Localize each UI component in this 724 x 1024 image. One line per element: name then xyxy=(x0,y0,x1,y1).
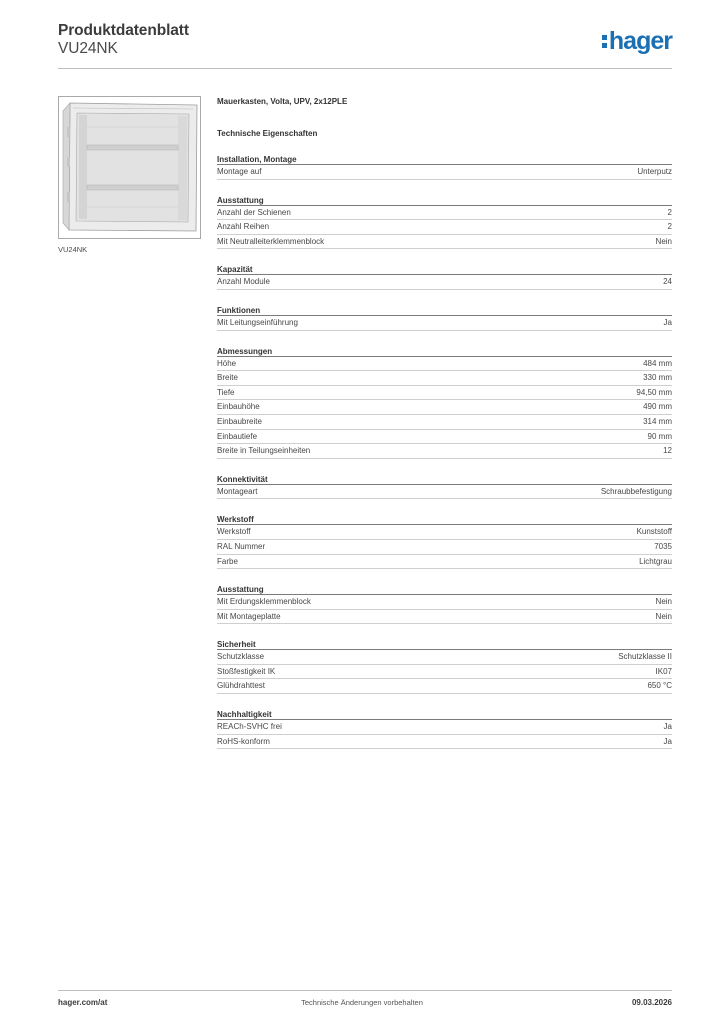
spec-row xyxy=(217,400,672,415)
spec-group xyxy=(217,264,672,290)
spec-value: 94,50 mm xyxy=(636,387,672,397)
spec-value: Kunststoff xyxy=(636,527,672,537)
spec-group-title: Installation, Montage xyxy=(217,154,672,165)
spec-label: Einbaubreite xyxy=(217,416,262,426)
spec-row xyxy=(217,735,672,750)
spec-value: IK07 xyxy=(655,666,672,676)
spec-row xyxy=(217,650,672,665)
spec-row xyxy=(217,610,672,625)
spec-groups xyxy=(217,154,672,749)
spec-label: Schutzklasse xyxy=(217,652,265,662)
spec-value: Nein xyxy=(655,236,672,246)
spec-label: Mit Neutralleiterklemmenblock xyxy=(217,236,325,246)
spec-value: 7035 xyxy=(654,541,672,551)
spec-row xyxy=(217,206,672,221)
spec-value: Lichtgrau xyxy=(639,556,672,566)
spec-row xyxy=(217,235,672,250)
spec-value: 12 xyxy=(663,446,672,456)
spec-value: Ja xyxy=(663,722,672,732)
spec-label: Anzahl der Schienen xyxy=(217,207,291,217)
spec-row xyxy=(217,386,672,401)
hager-logo[interactable] xyxy=(602,26,672,56)
spec-label: Tiefe xyxy=(217,387,235,397)
spec-label: Mit Leitungseinführung xyxy=(217,317,298,327)
spec-label: Montage auf xyxy=(217,167,262,176)
spec-row xyxy=(217,430,672,445)
spec-group xyxy=(217,305,672,331)
spec-label: Höhe xyxy=(217,358,237,368)
spec-group xyxy=(217,346,672,459)
footer-divider xyxy=(58,990,672,991)
spec-value: Nein xyxy=(655,597,672,607)
spec-value: Schraubbefestigung xyxy=(600,486,672,496)
spec-row xyxy=(217,220,672,235)
image-caption: VU24NK xyxy=(58,245,88,254)
spec-label: Mit Montageplatte xyxy=(217,611,281,621)
spec-label: Farbe xyxy=(217,556,238,566)
spec-value: Ja xyxy=(663,736,672,746)
spec-label: Stoßfestigkeit IK xyxy=(217,666,276,676)
spec-group-title: Kapazität xyxy=(217,264,672,275)
spec-label: Mit Erdungsklemmenblock xyxy=(217,597,311,607)
spec-group-title: Werkstoff xyxy=(217,514,672,525)
spec-row xyxy=(217,665,672,680)
spec-group-title: Nachhaltigkeit xyxy=(217,709,672,720)
spec-row xyxy=(217,415,672,430)
spec-group xyxy=(217,154,672,180)
spec-value: 484 mm xyxy=(643,358,672,368)
spec-row xyxy=(217,555,672,570)
spec-row xyxy=(217,165,672,180)
spec-value: 314 mm xyxy=(643,416,672,426)
logo-dots-icon xyxy=(602,35,607,48)
spec-label: Werkstoff xyxy=(217,527,251,537)
spec-value: 650 °C xyxy=(647,681,672,691)
spec-label: Glühdrahttest xyxy=(217,681,266,691)
spec-group-title: Ausstattung xyxy=(217,195,672,206)
spec-label: REACh-SVHC frei xyxy=(217,722,282,732)
spec-group xyxy=(217,514,672,569)
spec-value: Unterputz xyxy=(637,167,672,176)
spec-value: Ja xyxy=(663,317,672,327)
spec-value: 24 xyxy=(663,277,672,287)
spec-row xyxy=(217,275,672,290)
spec-row xyxy=(217,316,672,331)
product-image xyxy=(58,96,201,239)
spec-group-title: Funktionen xyxy=(217,305,672,316)
spec-group-title: Sicherheit xyxy=(217,639,672,650)
spec-value: 490 mm xyxy=(643,402,672,412)
spec-value: Nein xyxy=(655,611,672,621)
spec-row xyxy=(217,485,672,500)
spec-label: Einbautiefe xyxy=(217,431,258,441)
spec-row xyxy=(217,720,672,735)
section-heading: Technische Eigenschaften xyxy=(217,129,318,138)
spec-value: 2 xyxy=(667,207,672,217)
spec-label: Breite xyxy=(217,373,238,383)
footer-disclaimer: Technische Änderungen vorbehalten xyxy=(301,998,423,1007)
product-name: Mauerkasten, Volta, UPV, 2x12PLE xyxy=(217,97,348,106)
logo-text: hager xyxy=(608,26,672,55)
spec-group-title: Ausstattung xyxy=(217,584,672,595)
spec-label: Einbauhöhe xyxy=(217,402,260,412)
specs-content xyxy=(217,97,672,749)
spec-group xyxy=(217,195,672,250)
spec-row xyxy=(217,357,672,372)
spec-value: Schutzklasse II xyxy=(618,652,672,662)
spec-label: Montageart xyxy=(217,486,258,496)
page-header xyxy=(58,22,672,70)
spec-row xyxy=(217,525,672,540)
spec-label: Anzahl Reihen xyxy=(217,222,270,232)
spec-group xyxy=(217,584,672,624)
spec-label: RoHS-konform xyxy=(217,736,270,746)
spec-row xyxy=(217,444,672,459)
document-title: Produktdatenblatt xyxy=(58,22,189,39)
spec-label: Breite in Teilungseinheiten xyxy=(217,446,311,456)
enclosure-image-icon xyxy=(59,97,200,238)
spec-label: RAL Nummer xyxy=(217,541,266,551)
spec-group xyxy=(217,474,672,500)
footer-website-link[interactable]: hager.com/at xyxy=(58,998,108,1007)
spec-group-title: Konnektivität xyxy=(217,474,672,485)
spec-group xyxy=(217,709,672,749)
spec-row xyxy=(217,679,672,694)
spec-value: 2 xyxy=(667,222,672,232)
document-subtitle: VU24NK xyxy=(58,40,118,57)
spec-group-title: Abmessungen xyxy=(217,346,672,357)
spec-value: 90 mm xyxy=(647,431,672,441)
spec-row xyxy=(217,540,672,555)
spec-row xyxy=(217,595,672,610)
spec-value: 330 mm xyxy=(643,373,672,383)
spec-group xyxy=(217,639,672,694)
spec-row xyxy=(217,371,672,386)
footer-date: 09.03.2026 xyxy=(631,998,672,1007)
header-divider xyxy=(58,68,672,69)
spec-label: Anzahl Module xyxy=(217,277,270,287)
